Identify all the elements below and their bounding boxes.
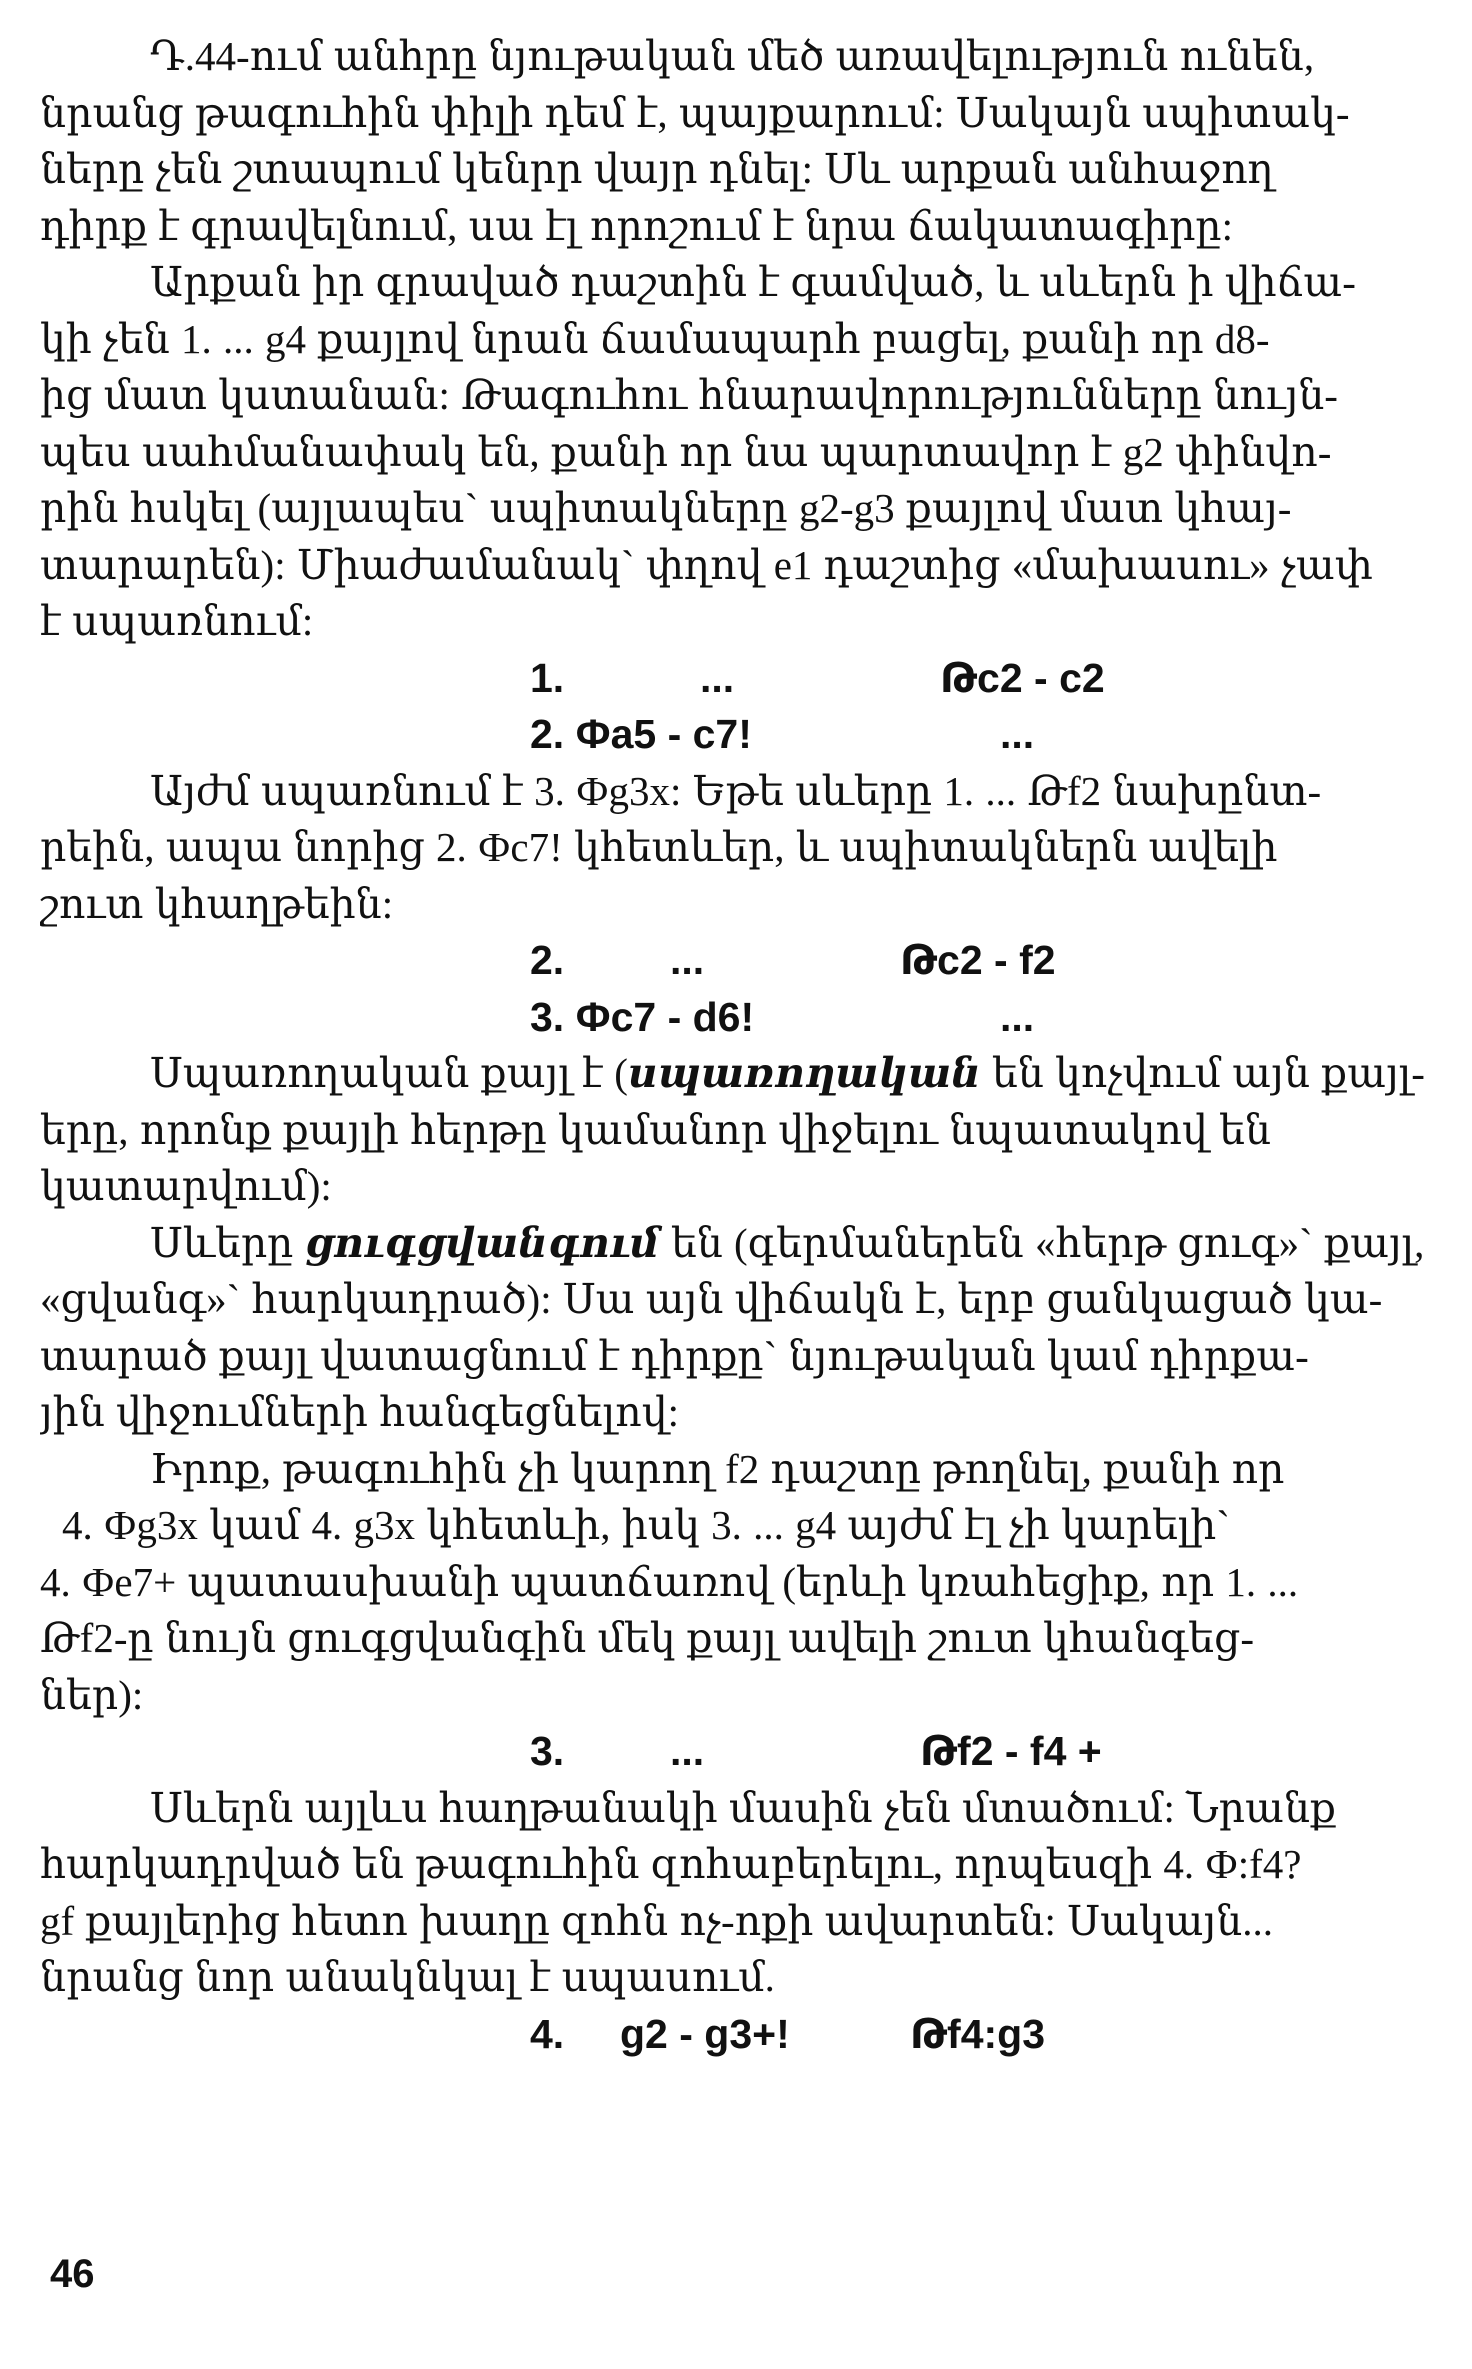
text-line: Սևերը ցուգցվանգում են (գերմաներեն «հերթ ցուգ»` քայլ,: [150, 1219, 1425, 1266]
text-line: է սպառնում:: [40, 598, 314, 644]
text-line: Արքան իր գրաված դաշտին է գամված, և սևերն ի վիճա-: [150, 259, 1356, 305]
text-line: Սպառողական քայլ է (սպառողական են կոչվում այն քայլ-: [150, 1050, 1425, 1096]
paragraph-1: [40, 28, 1430, 254]
paragraph-4: [40, 1045, 1430, 1215]
defined-term: սպառողական: [627, 1050, 981, 1096]
text-line: յին վիջումների հանգեցնելով:: [40, 1389, 679, 1435]
paragraph-2: [40, 254, 1430, 650]
text-line: շուտ կհաղթեին:: [40, 880, 394, 927]
text-line: տարած քայլ վատացնում է դիրքը` նյութական կամ դիրքա-: [40, 1332, 1309, 1379]
move-number: 1.: [530, 654, 565, 701]
text-line: Սևերն այլևս հաղթանակի մասին չեն մտածում: Նրանք: [150, 1784, 1337, 1831]
paragraph-6: [40, 1441, 1430, 1724]
text-line: Իրոք, թագուհին չի կարող f2 դաշտը թողնել, քանի որ: [150, 1445, 1285, 1492]
chess-move-line: [40, 989, 1430, 1046]
chess-move-line: [40, 2006, 1430, 2063]
text-line: gf քայլերից հետո խաղը զոհն ոչ-ոքի ավարտեն: Սակայն...: [40, 1897, 1273, 1944]
chess-move-line: [40, 650, 1430, 707]
text-line: պես սահմանափակ են, քանի որ նա պարտավոր է g2 փինվո-: [40, 428, 1332, 475]
book-page: [40, 28, 1430, 2062]
black-move: Թc2 - c2: [940, 654, 1105, 701]
text-line: երը, որոնք քայլի հերթը կամանոր վիջելու նպատակով են: [40, 1106, 1271, 1153]
white-move: ...: [670, 1728, 705, 1774]
black-move: Թf4:g3: [910, 2010, 1045, 2057]
white-move: g2 - g3+!: [620, 2010, 790, 2057]
text-line: 4. Фe7+ պատասխանի պատճառով (երևի կռահեցիք, որ 1. ...: [40, 1558, 1299, 1605]
paragraph-5: [40, 1215, 1430, 1441]
text-line: ից մատ կստանան: Թագուհու հնարավորությունները նույն-: [40, 372, 1338, 418]
text-line: ներ):: [40, 1671, 144, 1718]
black-move: Թc2 - f2: [900, 937, 1056, 983]
move-number: 4.: [530, 2010, 565, 2057]
paragraph-7: [40, 1780, 1430, 2006]
text-line: «ցվանգ»` հարկադրած): Սա այն վիճակն է, երբ ցանկացած կա-: [40, 1276, 1383, 1322]
move-number: 3. Фc7 - d6!: [530, 993, 755, 1040]
black-move: ...: [1000, 711, 1035, 757]
text-line: նրանց թագուհին փիլի դեմ է, պայքարում: Սակայն սպիտակ-: [40, 89, 1350, 136]
text-line: կի չեն 1. ... g4 քայլով նրան ճամապարհ բացել, քանի որ d8-: [40, 315, 1270, 362]
page-number: 46: [50, 2252, 95, 2296]
text-line: ները չեն շտապում կենրր վայր դնել: Սև արքան անհաջող: [40, 146, 1274, 192]
text-line: րեին, ապա նորից 2. Фc7! կհետևեր, և սպիտակներն ավելի: [40, 824, 1278, 870]
defined-term: ցուգցվանգում: [304, 1219, 660, 1266]
text-line: տարարեն): Միաժամանակ` փղով e1 դաշտից «մախասու» չափ: [40, 541, 1373, 588]
text-line: դիրք է գրավելնում, սա էլ որոշում է նրա ճակատագիրը:: [40, 202, 1233, 249]
text-line: Թf2-ը նույն ցուգցվանգին մեկ քայլ ավելի շուտ կհանգեց-: [40, 1615, 1255, 1661]
black-move: Թf2 - f4 +: [920, 1728, 1102, 1774]
paragraph-3: [40, 763, 1430, 933]
move-number: 2.: [530, 937, 565, 983]
text-line: րին հսկել (այլապես` սպիտակները g2-g3 քայլով մատ կհայ-: [40, 485, 1292, 531]
black-move: ...: [1000, 993, 1035, 1040]
text-line: 4. Фg3x կամ 4. g3x կհետևի, իսկ 3. ... g4 այժմ էլ չի կարելի`: [62, 1502, 1230, 1548]
text-line: Այժմ սպառնում է 3. Фg3x: Եթե սևերը 1. ... Թf2 նախընտ-: [150, 767, 1322, 814]
chess-move-line: [40, 932, 1430, 989]
text-line: կատարվում):: [40, 1163, 332, 1209]
white-move: ...: [700, 654, 735, 701]
text-line: նրանց նոր անակնկալ է սպասում.: [40, 1954, 775, 2000]
chess-move-line: [40, 706, 1430, 763]
move-number: 3.: [530, 1728, 565, 1774]
text-line: Դ.44-ում անհրը նյութական մեծ առավելություն ունեն,: [150, 33, 1315, 79]
chess-move-line: [40, 1723, 1430, 1780]
text-line: հարկադրված են թագուհին զոհաբերելու, որպեսզի 4. Ф:f4?: [40, 1841, 1302, 1887]
move-number: 2. Фa5 - c7!: [530, 711, 752, 757]
white-move: ...: [670, 937, 705, 983]
